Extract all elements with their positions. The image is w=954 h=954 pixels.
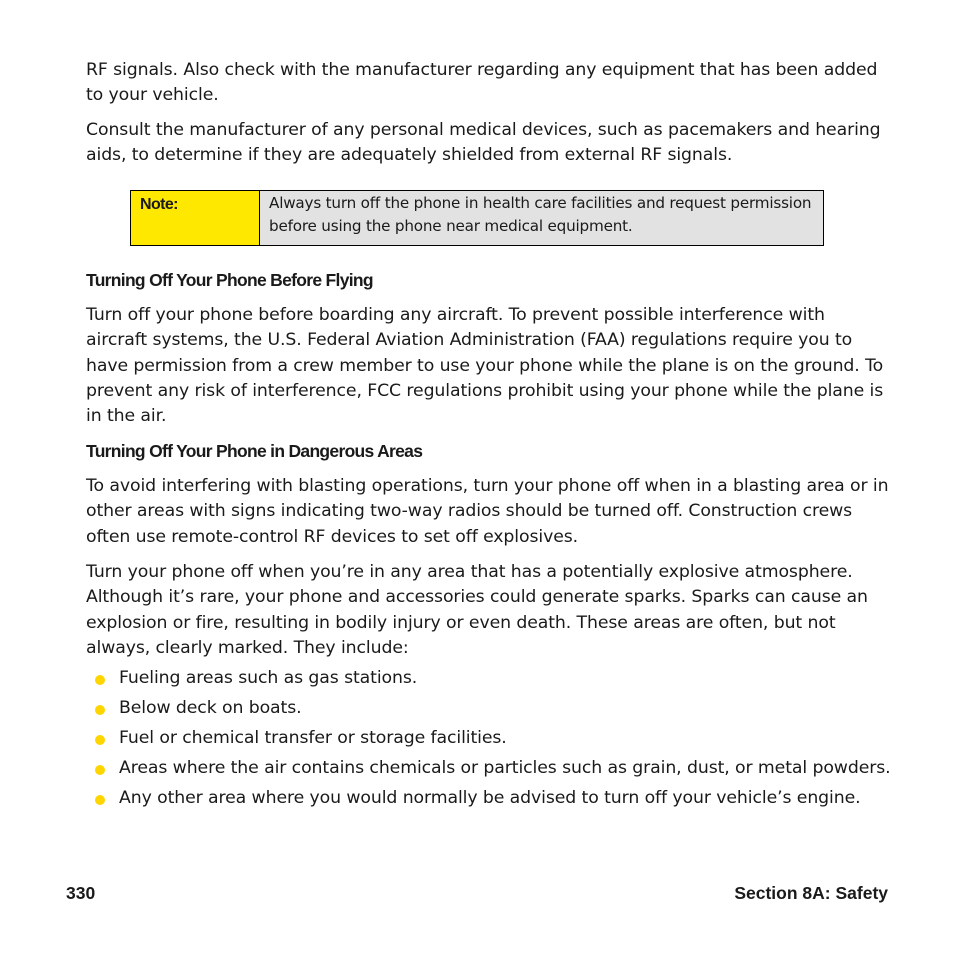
paragraph-blasting: To avoid interfering with blasting operations, turn your phone off when in a blasting area or in other areas with signs indicating two-way radios should be turned off. Construction crews often use remote-control RF devices to set off explosives. [86,476,889,547]
bullet-dot-icon [95,675,105,685]
heading-flying: Turning Off Your Phone Before Flying [86,270,373,290]
list-item-text: Areas where the air contains chemicals or particles such as grain, dust, or metal powders. [119,757,891,778]
bullet-dot-icon [95,735,105,745]
list-item [86,786,891,811]
list-item-text: Fuel or chemical transfer or storage facilities. [119,727,507,748]
list-item-text: Fueling areas such as gas stations. [119,668,418,688]
list-item-text: Any other area where you would normally be advised to turn off your vehicle’s engine. [119,787,861,808]
list-item [86,696,891,721]
note-text: Always turn off the phone in health care facilities and request permission before using the phone near medical equipment. [260,191,823,245]
bullet-dot-icon [95,795,105,805]
list-item-text: Below deck on boats. [119,697,302,718]
list-item [86,756,891,781]
paragraph-medical-devices: Consult the manufacturer of any personal medical devices, such as pacemakers and hearing aids, to determine if they are adequately shielded from external RF signals. [86,120,881,166]
paragraph-explosive-atmosphere: Turn your phone off when you’re in any area that has a potentially explosive atmosphere. Although it’s rare, your phone and accessories could generate sparks. Sparks can cause an explosion or fire, resulting in bodily injury or even death. These areas are often, but not always, clearly marked. They include: [86,562,868,658]
page-number: 330 [66,883,96,903]
note-box [130,190,824,246]
list-item [86,666,891,691]
paragraph-flying: Turn off your phone before boarding any aircraft. To prevent possible interference with aircraft systems, the U.S. Federal Aviation Administration (FAA) regulations require you to have permission from a crew member to use your phone while the plane is on the ground. To prevent any risk of interference, FCC regulations prohibit using your phone while the plane is in the air. [86,305,884,427]
list-item [86,726,891,751]
hazard-list [86,666,891,816]
paragraph-rf-vehicle: RF signals. Also check with the manufacturer regarding any equipment that has been added to your vehicle. [86,60,878,106]
section-title: Section 8A: Safety [734,883,888,903]
bullet-dot-icon [95,765,105,775]
heading-dangerous-areas: Turning Off Your Phone in Dangerous Areas [86,441,423,461]
bullet-dot-icon [95,705,105,715]
note-label: Note: [131,191,260,245]
